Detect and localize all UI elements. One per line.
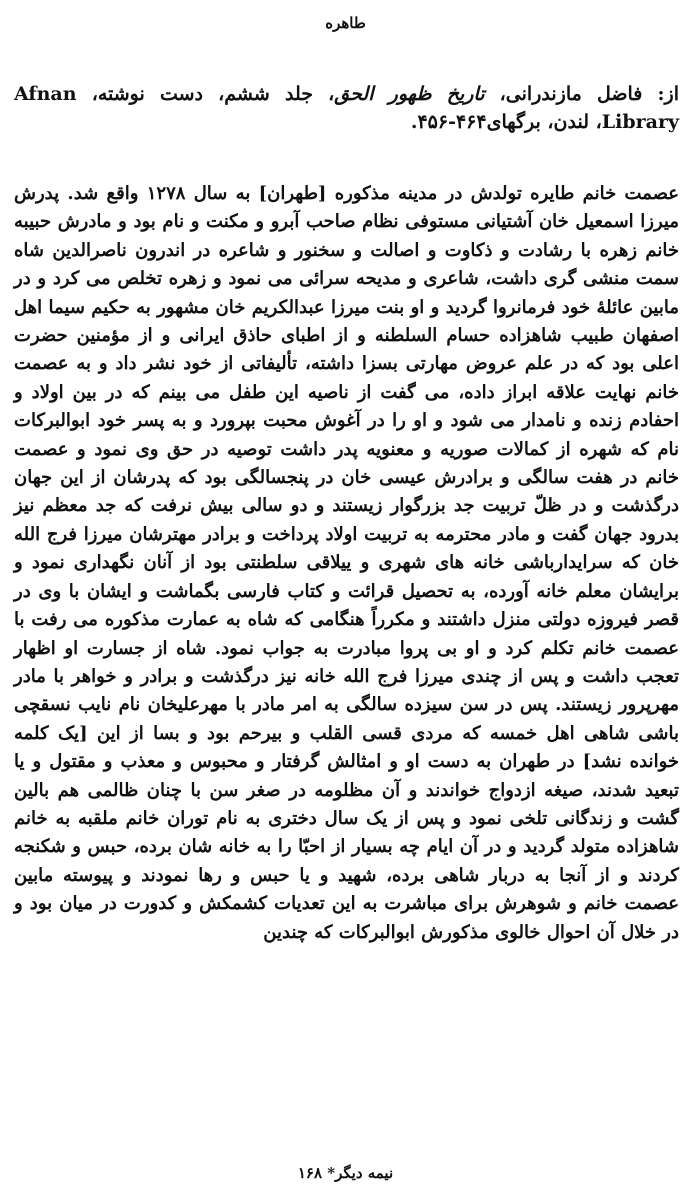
- source-citation: [14, 80, 679, 136]
- source-book-title: تاریخ ظهور الحق: [334, 83, 485, 105]
- body-text: [14, 180, 679, 947]
- page-title: طاهره: [325, 14, 366, 32]
- page-footer: نیمه دیگر* ۱۶۸: [297, 1164, 394, 1182]
- source-prefix: از: فاضل مازندرانی،: [484, 83, 679, 105]
- body-paragraph: عصمت خانم طایره تولدش در مدینه مذکوره [طهران] به سال ۱۲۷۸ واقع شد. پدرش میرزا اسمعیل خان آشتیانی مستوفی نظام صاحب آبرو و مکنت و نام بود و مادرش حبیبه خانم زهره با رشادت و ذکاوت و اصالت و سخنور و شاعره در اندرون ناصرالدین شاه سمت منشی گری داشت، شاعری و مدیحه سرائی می نمود و زهره تخلص می کرد و در مابین عائلهٔ خود فرمانروا گردید و او بنت میرزا عبدالکریم خان مشهور به حکیم سیما اهل اصفهان طبیب شاهزاده حسام السلطنه و از اطبای حاذق ایرانی و از مؤمنین حضرت اعلی بود که در علم عروض مهارتی بسزا داشته، تألیفاتی از خود نشر داد و به عصمت خانم نهایت علاقه ابراز داده، می گفت از ناصیه این طفل می بینم که در بین اولاد و احفادم زنده و نامدار می شود و او را در آغوش محبت بپرورد و به پسر خود ابوالبرکات نام که شهره از کمالات صوریه و معنویه پدر داشت توصیه در حق وی نمود و عصمت خانم در هفت سالگی و برادرش عیسی خان در پنجسالگی بود که پدرشان از این جهان درگذشت و در ظلّ تربیت جد بزرگوار زیستند و دو سالی بیش نرفت که جد معظم نیز بدرود جهان گفت و مادر محترمه به تربیت اولاد پرداخت و برادر مهترشان میرزا فرج الله خان که سرایدارباشی خانه های شهری و ییلاقی سلطنتی بود از آنان نگهداری نمود و برایشان معلم خانه آورده، به تحصیل قرائت و کتاب فارسی بگماشت و ایشان با وی در قصر فیروزه دولتی منزل داشتند و مکرراً هنگامی که شاه به عمارت مذکوره می رفت با عصمت خانم تکلم کرد و او بی پروا مبادرت به جواب نمود. شاه از جسارت او اظهار تعجب داشت و پس از چندی میرزا فرج الله خانه نیز درگذشت و برادر و خواهر با مادر مهرپرور زیستند. پس در سن سیزده سالگی به امر مادر با مهرعلیخان نام نایب نسقچی باشی شاهی اهل خمسه که مردی قسی القلب و بیرحم بود و بسا از این [یک کلمه خوانده نشد] در طهران به دست او و امثالش گرفتار و محبوس و معذب و مقتول و یا تبعید شدند، صیغه ازدواج خواندند و آن مظلومه در صغر سن با چنان ظالمی هم بالین گشت و زندگانی تلخی نمود و پس از یک سال دختری به نام توران خانم ملقبه به خانم شاهزاده متولد گردید و در آن ایام چه بسیار از احبّا را به خانه شان برده، حبس و شکنجه کردند و از آنجا به دربار شاهی برده، شهید و یا حبس و رها نمودند و پیوسته مابین عصمت خانم و شوهرش برای مباشرت به این تعدیات کشمکش و کدورت در میان بود و در خلال آن احوال خالوی مذکورش ابوالبرکات که چندین: [14, 183, 680, 943]
- source-details: ، جلد ششم، دست نوشته، Afnan Library، لندن، برگهای۴۶۴-۴۵۶.: [14, 83, 679, 133]
